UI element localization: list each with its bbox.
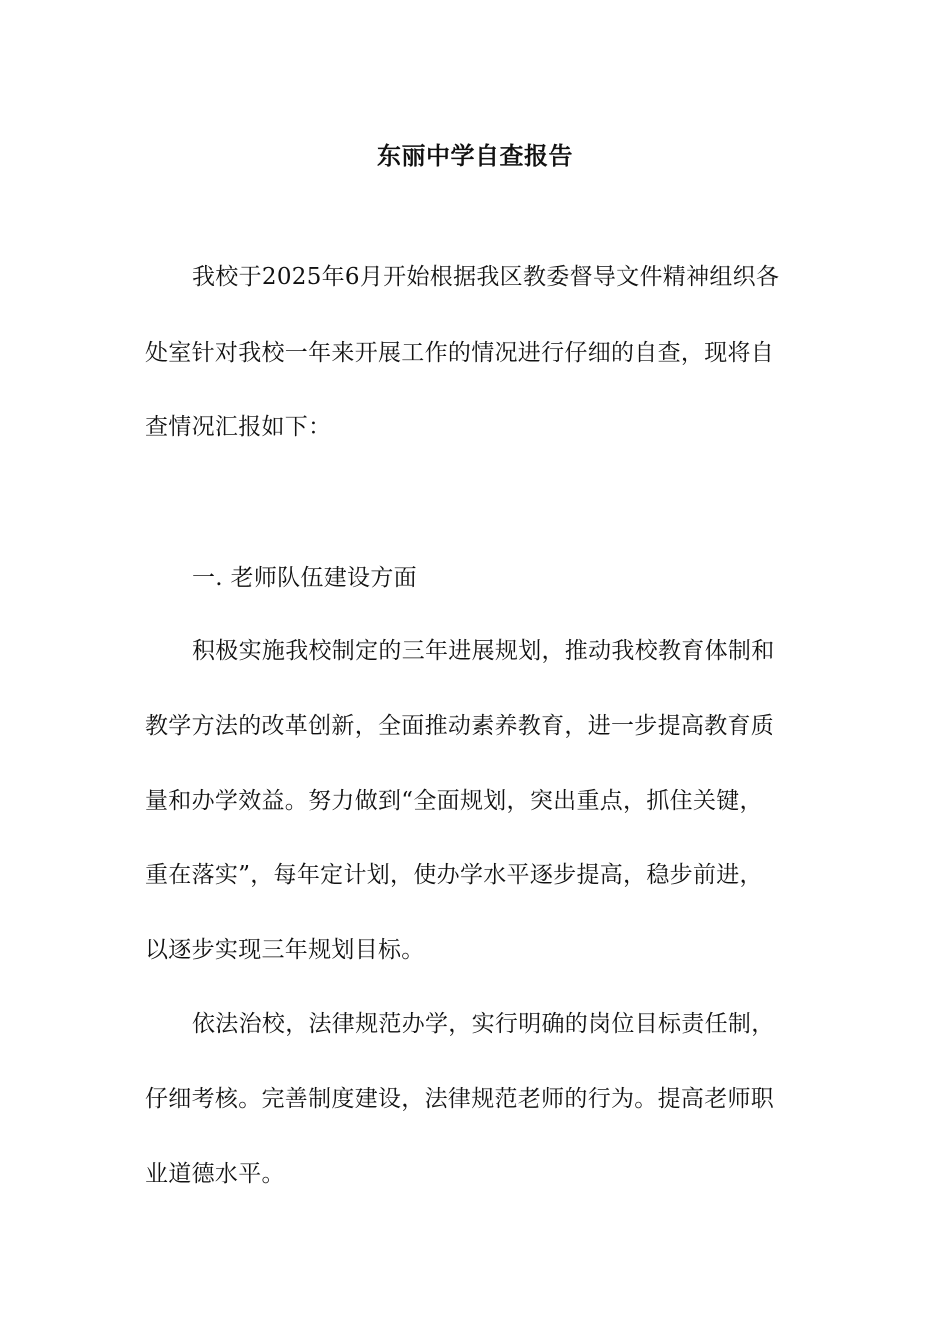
intro-line-1: 我校于2025年6月开始根据我区教委督导文件精神组织各 <box>192 264 780 290</box>
para2-line-3: 业道德水平。 <box>145 1161 285 1187</box>
para1-line-1: 积极实施我校制定的三年进展规划，推动我校教育体制和 <box>192 638 775 664</box>
para1-line-3: 量和办学效益。努力做到“全面规划，突出重点，抓住关键， <box>145 788 763 814</box>
para1-line-2: 教学方法的改革创新，全面推动素养教育，进一步提高教育质 <box>145 713 775 739</box>
intro-line-2: 处室针对我校一年来开展工作的情况进行仔细的自查，现将自 <box>145 340 775 366</box>
para2-line-1: 依法治校，法律规范办学，实行明确的岗位目标责任制， <box>192 1011 775 1037</box>
para2-line-2: 仔细考核。完善制度建设，法律规范老师的行为。提高老师职 <box>145 1086 775 1112</box>
intro-line-3: 查情况汇报如下： <box>145 414 332 440</box>
para1-line-5: 以逐步实现三年规划目标。 <box>145 937 425 963</box>
para1-line-4: 重在落实”，每年定计划，使办学水平逐步提高，稳步前进， <box>145 862 763 888</box>
section-heading: 一. 老师队伍建设方面 <box>192 565 417 591</box>
document-title: 东丽中学自查报告 <box>377 142 573 170</box>
